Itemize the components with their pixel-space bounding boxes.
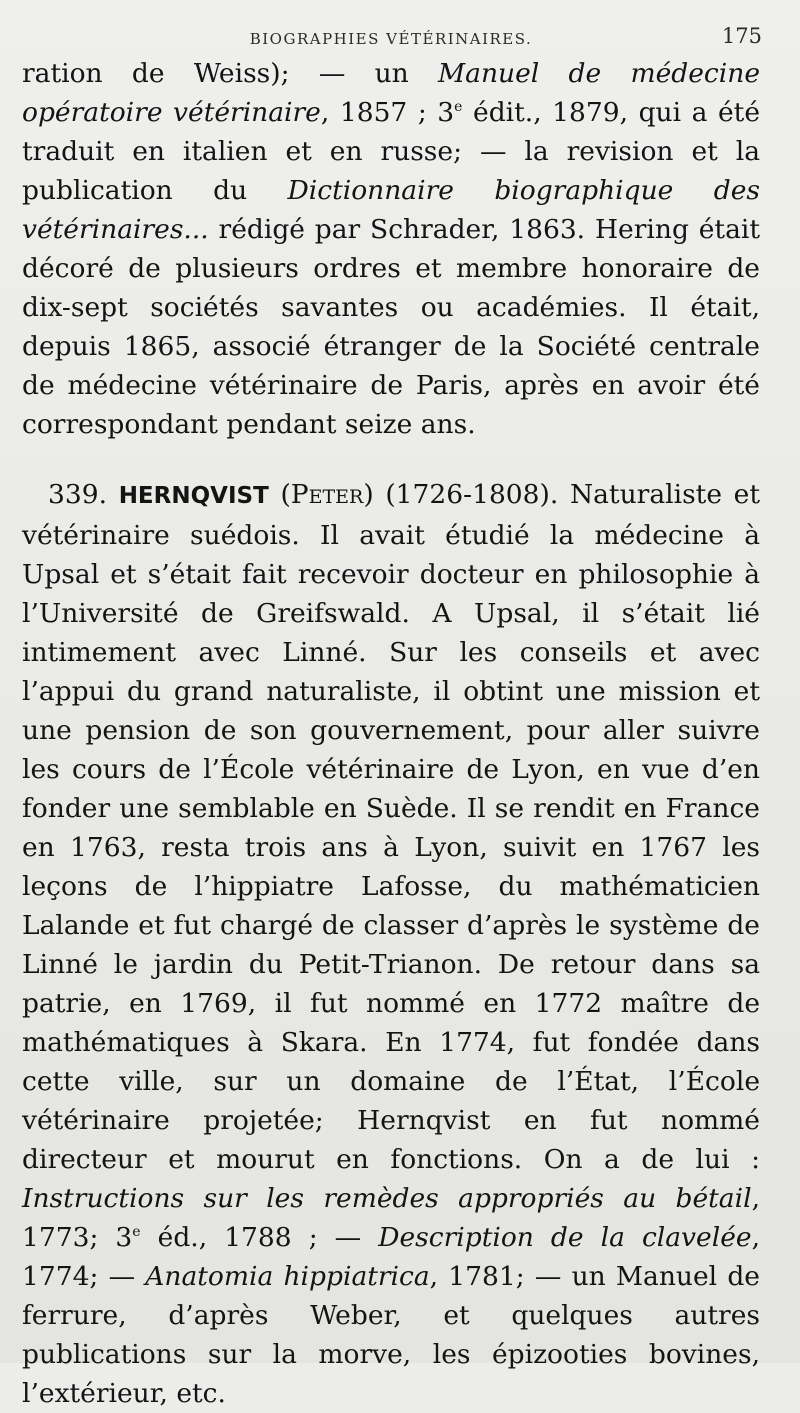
text-segment: ration de Weiss); — un (22, 58, 439, 89)
text-segment: éd., 1788 ; — (140, 1222, 379, 1253)
paragraph-hering-continuation (22, 54, 760, 444)
entry-number: 339. (48, 479, 108, 510)
text-segment: , 1781; — un Manuel de ferrure, d’après Weber, et quelques autres publications sur la morve, les épizooties bovines, l’extérieur, etc. (22, 1261, 760, 1409)
italic-title: Dictionnaire biographique des vétérinaires... (22, 175, 760, 245)
superscript: e (132, 1224, 141, 1241)
italic-title: Manuel de médecine opératoire vétérinaire (22, 58, 760, 128)
text-segment: , 1774; — (22, 1222, 760, 1292)
running-title: BIOGRAPHIES VÉTÉRINAIRES. (249, 30, 533, 48)
entry-forename: (Peter) (280, 479, 374, 510)
text-segment: , 1773; 3 (22, 1183, 760, 1253)
superscript: e (454, 99, 463, 116)
running-head (22, 18, 760, 54)
page-number: 175 (721, 24, 762, 48)
italic-title: Instructions sur les remèdes appropriés au bétail (22, 1183, 752, 1214)
entry-name: HERNQVIST (118, 483, 269, 509)
text-segment: édit., 1879, qui a été traduit en italien et en russe; — la revision et la publication du (22, 97, 760, 206)
text-segment: , 1857 ; 3 (320, 97, 455, 128)
italic-title: Anatomia hippiatrica (145, 1261, 430, 1292)
text-segment: rédigé par Schrader, 1863. Hering était décoré de plusieurs ordres et membre honoraire de dix-sept sociétés savantes ou académies. Il était, depuis 1865, associé étranger de la Société centrale de médecine vétérinaire de Paris, après en avoir été correspondant pendant seize ans. (22, 214, 760, 440)
italic-title: Description de la clavelée (378, 1222, 752, 1253)
text-segment: (1726-1808). Naturaliste et vétérinaire suédois. Il avait étudié la médecine à Upsal et s’était fait recevoir docteur en philosophie à l’Université de Greifswald. A Upsal, il s’était lié intimement avec Linné. Sur les conseils et avec l’appui du grand naturaliste, il obtint une mission et une pension de son gouvernement, pour aller suivre les cours de l’École vétérinaire de Lyon, en vue d’en fonder une semblable en Suède. Il se rendit en France en 1763, resta trois ans à Lyon, suivit en 1767 les leçons de l’hippiatre Lafosse, du mathématicien Lalande et fut chargé de classer d’après le système de Linné le jardin du Petit-Trianon. De retour dans sa patrie, en 1769, il fut nommé en 1772 maître de mathématiques à Skara. En 1774, fut fondée dans cette ville, sur un domaine de l’État, l’École vétérinaire projetée; Hernqvist en fut nommé directeur et mourut en fonctions. On a de lui : (22, 479, 760, 1175)
entry-339-hernqvist (22, 475, 760, 1413)
